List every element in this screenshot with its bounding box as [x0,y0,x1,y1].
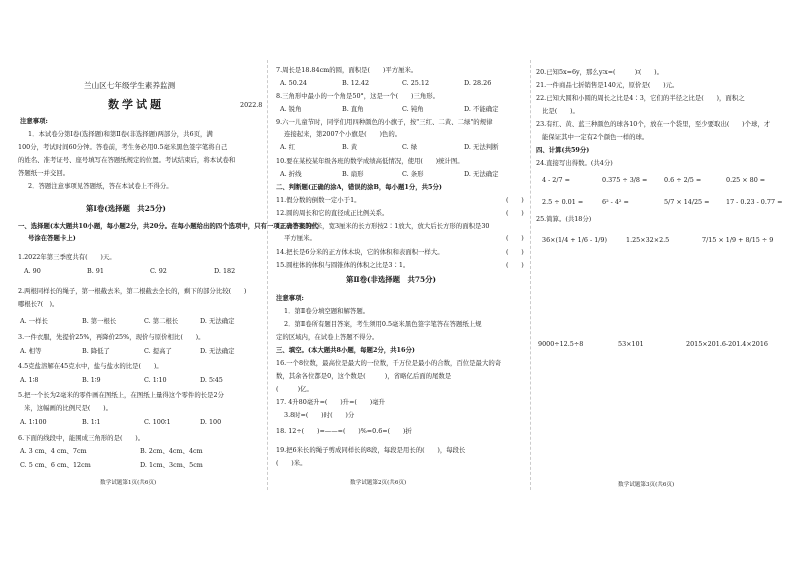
section3-title: 三、填空。(本大题共8小题，每题2分，共16分) [276,346,415,354]
answer-paren: ( ) [506,261,524,269]
q9-option-c: C. 绿 [402,143,418,151]
notice-line: 答题纸一并交回。 [18,169,70,177]
question-1: 1.2022年第三季度共有( )天。 [18,253,116,261]
question-4: 4.5克盐溶解在45克水中，盐与盐水的比是( )。 [18,362,163,370]
simplify-item: 9000÷12.5÷8 [538,340,584,348]
notice-line: 100分，考试时间60分钟。答卷前，考生务必用0.5毫米黑色签字笔将自己 [18,143,228,151]
notice-line: 2．答题注意事项见答题纸，答在本试卷上不得分。 [28,182,173,190]
answer-paren: ( ) [506,196,524,204]
q5-option-d: D. 100 [200,418,222,426]
section1-title: 一、选择题(本大题共10小题，每小题2分，共20分。在每小题给出的四个选项中，只有一项正确答案的代 [18,222,319,230]
question-21: 21.一件商品七折销售是140元，原价是( )元。 [536,81,679,89]
section2-title: 二、判断题(正确的涂A，错误的涂B，每小题1分，共5分) [276,183,442,191]
fill-question-19: 19.把6米长的绳子剪成同样长的8段，每段是用长的( )，每段长 [276,446,466,454]
question-2: 2.两根同样长的绳子，第一根截去米，第二根截去全长的，剩下的部分比较( ) [18,287,247,295]
question-3: 3.一件衣服，先提价25%，再降价25%，现价与原价相比( )。 [18,333,205,341]
page-footer: 数学试题第2页(共6页) [350,480,407,486]
q1-option-b: B. 91 [87,267,104,275]
question-7: 7.周长是18.84cm的圆，面积是( )平方厘米。 [276,66,418,74]
calc-item: 0.25 × 80 = [726,176,766,184]
question-23-cont: 能保证其中一定有2个颜色一样的球。 [542,133,649,141]
q9-option-a: A. 红 [280,143,296,151]
judge-question: 14.把长是6分米的正方体木块，它的体积和表面积一样大。 [276,248,444,256]
q24-title: 24.直接写出得数。(共4分) [536,159,613,167]
question-20: 20.已知5x=6y，那么y∶x=( )∶( )。 [536,68,664,76]
fill-question-16-cont: ( )亿。 [276,385,313,393]
q4-option-c: C. 1∶10 [144,376,167,384]
answer-paren: ( ) [506,234,524,242]
fill-question-17-cont: 3.8时=( )时( )分 [284,411,355,419]
exam-header: 兰山区七年级学生素养监测 [84,81,176,90]
q2-option-d: D. 无法确定 [200,317,235,325]
q1-option-c: C. 92 [150,267,167,275]
q2-option-b: B. 第一根长 [82,317,117,325]
part2-title: 第Ⅱ卷(非选择题 共75分) [346,275,437,284]
calc-item: 17 - 0.23 - 0.77 = [726,198,783,206]
section4-title: 四、计算(共59分) [536,146,590,154]
judge-question-cont: 平方厘米。 [284,234,316,242]
question-9: 9.六一儿童节时，同学们用四种颜色的小旗子，按"三红、二黄、二绿"的规律 [276,118,493,126]
judge-question: 13.一个长5厘米，宽3厘米的长方形按2∶1放大，放大后长方形的面积是30 [276,222,490,230]
notice-line: 定的区域内，在试卷上答题不得分。 [276,333,379,341]
exam-title: 数学试题 [108,98,164,111]
question-5: 5.把一个长为2毫米的零件画在图纸上，在图纸上量得这个零件的长是2分 [18,391,224,399]
q10-option-a: A. 折线 [280,170,302,178]
q5-option-b: B. 1∶1 [82,418,101,426]
calc-item: 4 - 2/7 = [542,176,570,184]
question-22: 22.已知大圆和小圆的周长之比是4∶3，它们的半径之比是( )，面积之 [536,94,745,102]
page-footer: 数学试题第1页(共6页) [100,480,157,486]
question-22-cont: 比是( )。 [542,107,579,115]
simplify-item: 2015×201.6-201.4×2016 [686,340,768,348]
judge-question: 15.圆柱体的体积与圆锥体的体积之比是3∶1。 [276,261,410,269]
fill-question-17: 17. 4升80毫升=( )升=( )毫升 [276,398,385,406]
part1-title: 第Ⅰ卷(选择题 共25分) [86,204,166,213]
calc-item: 5/7 × 14/25 = [664,198,710,206]
judge-question: 11.假分数的倒数一定小于1。 [276,196,361,204]
exam-date: 2022.8 [240,101,263,109]
question-10: 10.要在某校某年级各班的数学成绩高低情况，使用( )统计图。 [276,157,464,165]
q3-option-c: C. 提高了 [144,347,172,355]
q3-option-d: D. 无法确定 [200,347,235,355]
q8-option-b: B. 直角 [342,105,364,113]
question-6: 6.下面的线段中，能围成三角形的是( )。 [18,434,145,442]
question-2-cont: 哪根长?( )。 [18,300,59,308]
fill-question-19-cont: ( )米。 [276,459,307,467]
fill-question-16: 16.一个8位数，最高位是最大的一位数，千万位是最小的合数，百位是最大的奇 [276,359,502,367]
simplify-item: 36×(1/4 + 1/6 - 1/9) [542,236,607,244]
simplify-item: 1.25×32×2.5 [626,236,670,244]
q1-option-a: A. 90 [24,267,41,275]
q8-option-a: A. 锐角 [280,105,302,113]
question-9-cont: 连接起来，第2007个小旗是( )色的。 [284,130,402,138]
q3-option-b: B. 降低了 [82,347,110,355]
q3-option-a: A. 相等 [20,347,42,355]
notice-line: 1．本试卷分第Ⅰ卷(选择题)和第Ⅱ卷(非选择题)两部分，共6页，满 [28,130,213,138]
q7-option-b: B. 12.42 [342,79,370,87]
q2-option-c: C. 第二根长 [144,317,179,325]
simplify-item: 53×101 [618,340,644,348]
notice-heading-2: 注意事项: [276,294,304,302]
q6-option-b: B. 2cm、4cm、4cm [140,447,203,455]
question-8: 8.三角形中最小的一个角是50°，这是一个( )三角形。 [276,92,440,100]
q10-option-c: C. 条形 [402,170,424,178]
q6-option-a: A. 3 cm、4 cm、7cm [20,447,87,455]
q4-option-b: B. 1∶9 [82,376,101,384]
fill-question-16-cont: 数，其余各位都是0，这个数是( )，省略亿后面的尾数是 [276,372,452,380]
notice-line: 的姓名、准考证号、座号填写在答题纸规定的位置。考试结束后，将本试卷和 [18,156,236,164]
q4-option-a: A. 1∶8 [20,376,39,384]
q5-option-c: C. 100∶1 [144,418,171,426]
q4-option-d: D. 5∶45 [200,376,223,384]
page-3 [530,0,794,562]
q6-option-c: C. 5 cm、6 cm、12cm [20,461,91,469]
q25-title: 25.简算。(共18分) [536,215,592,223]
page-2 [268,0,530,562]
section1-title-cont: 号涂在答题卡上) [28,234,76,242]
calc-item: 0.375 ÷ 3/8 = [602,176,648,184]
q9-option-b: B. 黄 [342,143,358,151]
fill-question-18: 18. 12÷( )=——=( )%=0.6=( )折 [276,427,412,435]
q6-option-d: D. 1cm、3cm、5cm [140,461,203,469]
q7-option-d: D. 28.26 [464,79,492,87]
q10-option-d: D. 无法确定 [464,170,499,178]
q1-option-d: D. 182 [214,267,236,275]
q7-option-c: C. 25.12 [402,79,430,87]
question-5-cont: 米，这幅画的比例尺是( )。 [24,404,113,412]
q8-option-d: D. 不能确定 [464,105,499,113]
answer-paren: ( ) [506,248,524,256]
q9-option-d: D. 无法判断 [464,143,499,151]
q7-option-a: A. 50.24 [280,79,307,87]
answer-paren: ( ) [506,209,524,217]
notice-line: 2．第Ⅱ卷所有题目答案，考生须用0.5毫米黑色签字笔答在答题纸上规 [284,320,482,328]
q10-option-b: B. 扇形 [342,170,364,178]
q8-option-c: C. 钝角 [402,105,424,113]
calc-item: 0.6 ÷ 2/5 = [664,176,702,184]
calc-item: 6² - 4² = [602,198,629,206]
notice-heading: 注意事项: [20,117,48,125]
page-footer: 数学试题第3页(共6页) [618,482,675,488]
notice-line: 1．第Ⅱ卷分填空题和解答题。 [284,307,370,315]
simplify-item: 7/15 × 1/9 + 8/15 ÷ 9 [702,236,774,244]
q2-option-a: A. 一样长 [20,317,48,325]
question-23: 23.有红、黄、蓝三种颜色的球各10个，放在一个袋里，至少要取出( )个球，才 [536,120,771,128]
judge-question: 12.圆的周长和它的直径成正比例关系。 [276,209,389,217]
q5-option-a: A. 1∶100 [20,418,47,426]
calc-item: 2.5 ÷ 0.01 = [542,198,584,206]
